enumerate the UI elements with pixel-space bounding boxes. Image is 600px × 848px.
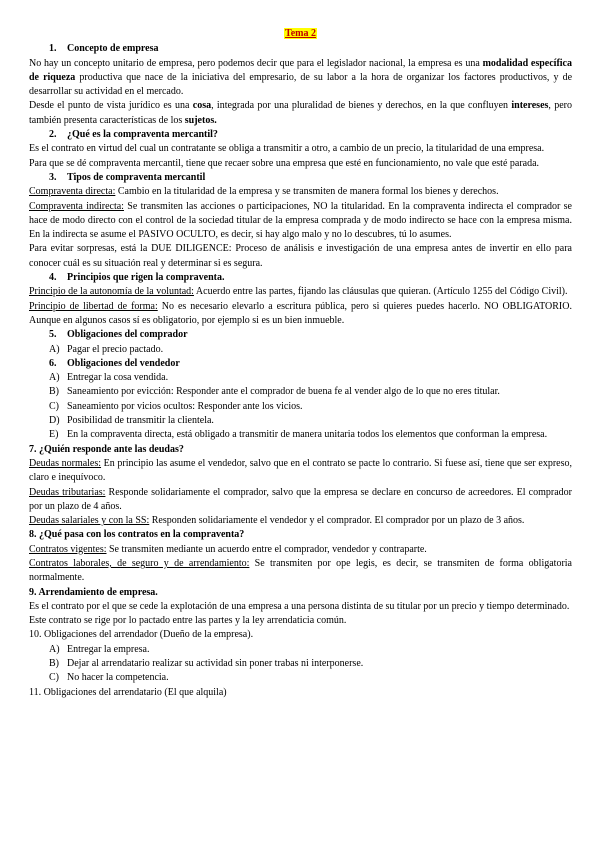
section-9-paragraph-1: Es el contrato por el que se cede la explotación de una empresa a una persona distinta de su titular por un precio y tiempo determinado. [29,600,570,612]
section-1-paragraph-2: Desde el punto de vista jurídico es una cosa, integrada por una pluralidad de bienes y derechos, en la que confluyen intereses, pero también presenta características de los sujetos. [29,100,572,126]
document-title: Tema 2 [284,28,317,39]
section-3-paragraph-2: Compraventa indirecta: Se transmiten las acciones o participaciones, NO la titularidad. En la compraventa indirecta el comprador se hace de modo directo con el control de la sociedad titular de la empresa comprada y de modo indirecto se hace con la empresa misma. En la indirecta se asume el PASIVO OCULTO, es decir, si hay algo malo y no lo descubres, tú lo asumes. [29,200,572,241]
list-item: D) Posibilidad de transmitir la clientela. [49,415,214,427]
section-7-paragraph-3: Deudas salariales y con la SS: Responden solidariamente el vendedor y el comprador. El comprador por un plazo de 3 años. [29,515,525,527]
section-7-heading: 7. ¿Quién responde ante las deudas? [29,443,184,455]
section-1-heading: 1. Concepto de empresa [49,43,159,55]
section-2-heading: 2. ¿Qué es la compraventa mercantil? [49,129,218,141]
section-8-paragraph-1: Contratos vigentes: Se transmiten mediante un acuerdo entre el comprador, vendedor y contraparte. [29,543,427,555]
section-1-paragraph-1: No hay un concepto unitario de empresa, pero podemos decir que para el legislador nacional, la empresa es una modalidad específica de riqueza productiva que nace de la iniciativa del empresario, de su labor a la hora de organizar los factores productivos, y de desarrollar su actividad en el mercado. [29,57,573,98]
section-11-heading: 11. Obligaciones del arrendatario (El que alquila) [29,686,227,698]
section-2-paragraph-1: Es el contrato en virtud del cual un contratante se obliga a transmitir a otro, a cambio de un precio, la titularidad de una empresa. [29,143,545,155]
section-8-heading: 8. ¿Qué pasa con los contratos en la compraventa? [29,529,245,541]
section-10-heading: 10. Obligaciones del arrendador (Dueño de la empresa). [29,629,254,641]
section-8-paragraph-2: Contratos laborales, de seguro y de arrendamiento: Se transmiten por ope legis, es decir, se transmiten de forma obligatoria normalmente. [29,557,572,584]
section-6-heading: 6. Obligaciones del vendedor [49,357,180,369]
section-5-heading: 5. Obligaciones del comprador [49,329,188,341]
list-item: A) Entregar la cosa vendida. [49,372,169,384]
section-2-paragraph-2: Para que se dé compraventa mercantil, tiene que recaer sobre una empresa que esté en funcionamiento, no vale que esté parada. [29,157,540,169]
list-item: E) En la compraventa directa, está obligado a transmitir de manera unitaria todos los elementos que conforman la empresa. [49,429,548,441]
section-7-paragraph-2: Deudas tributarias: Responde solidariamente el comprador, salvo que la empresa se declare en concurso de acreedores. El comprador por un plazo de 4 años. [29,486,572,512]
section-7-paragraph-1: Deudas normales: En principio las asume el vendedor, salvo que en el contrato se pacte lo contrario. Si fuese así, tiene que ser expreso, claro e inequívoco. [29,457,572,484]
list-item: C) Saneamiento por vicios ocultos: Responder ante los vicios. [49,400,303,412]
section-3-paragraph-1: Compraventa directa: Cambio en la titularidad de la empresa y se transmiten de manera formal los bienes y derechos. [29,186,499,198]
section-4-paragraph-2: Principio de libertad de forma: No es necesario elevarlo a escritura pública, pero si quieres puedes hacerlo. NO OBLIGATORIO. Aunque en algunos casos sí es obligatorio, por ejemplo si es un bien inmueble. [29,300,572,326]
section-9-paragraph-2: Este contrato se rige por lo pactado entre las partes y la ley arrendaticia común. [29,615,347,627]
section-9-heading: 9. Arrendamiento de empresa. [29,586,158,598]
list-item: A) Entregar la empresa. [49,643,150,655]
list-item: A) Pagar el precio pactado. [49,343,164,355]
section-4-heading: 4. Principios que rigen la compraventa. [49,272,225,284]
section-3-heading: 3. Tipos de compraventa mercantil [49,171,206,183]
section-4-paragraph-1: Principio de la autonomía de la voluntad: Acuerdo entre las partes, fijando las cláusulas que quieran. (Artículo 1255 del Código Civil). [29,286,568,298]
list-item: B) Saneamiento por evicción: Responder ante el comprador de buena fe al vender algo de lo que no eres titular. [49,386,500,398]
section-3-paragraph-3: Para evitar sorpresas, está la DUE DILIGENCE: Proceso de análisis e investigación de una empresa antes de invertir en ello para conocer cuál es su situación real y determinar si es segura. [29,243,572,269]
list-item: C) No hacer la competencia. [49,672,169,684]
list-item: B) Dejar al arrendatario realizar su actividad sin poner trabas ni interponerse. [49,658,364,670]
